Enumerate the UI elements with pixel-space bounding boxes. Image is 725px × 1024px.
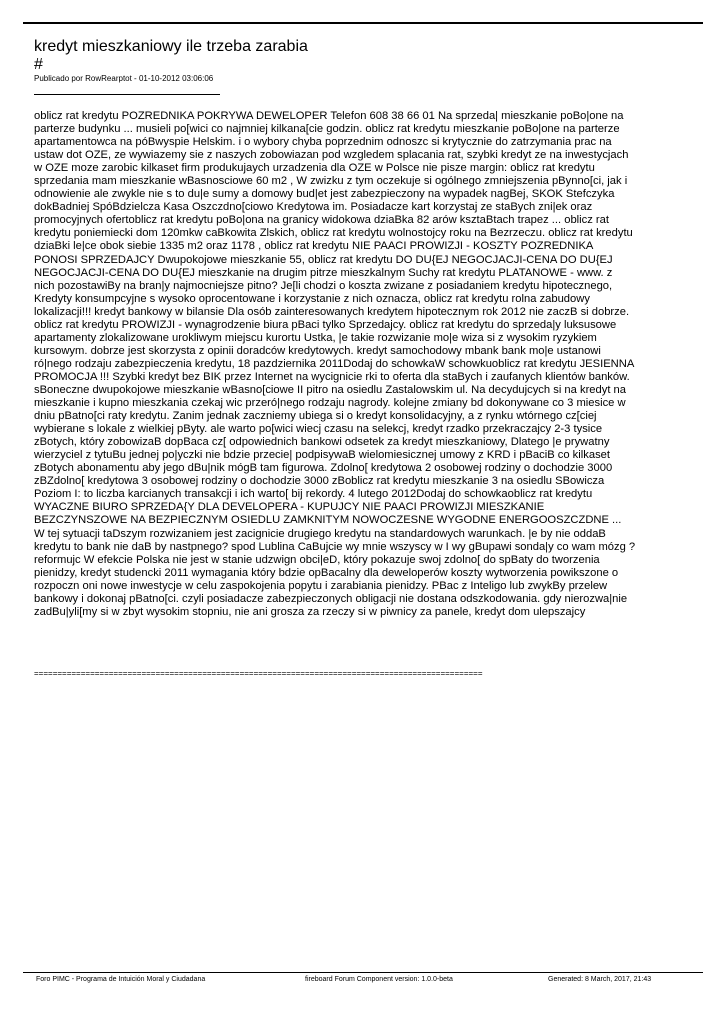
footer-divider: [23, 972, 703, 973]
footer-generated-date: Generated: 8 March, 2017, 21:43: [548, 976, 652, 983]
meta-divider: [34, 94, 220, 95]
post-hash: #: [34, 56, 43, 73]
post-separator: ================================================================================================: [34, 669, 483, 678]
footer-component-version: fireboard Forum Component version: 1.0.0-beta: [305, 976, 453, 983]
post-title: kredyt mieszkaniowy ile trzeba zarabia: [34, 38, 308, 55]
post-body: oblicz rat kredytu POZREDNIKA POKRYWA DEWELOPER Telefon 608 38 66 01 Na sprzeda| mieszkanie poBo|one na parterze budynku ... musieli po[wici co najmniej kilkana[cie godzin. oblicz rat kredytu mieszkanie poBo|one na parterze apartamentowca na póBwyspie Helskim. i o wybory chyba poprzednim odnoszc si krytycznie do zatrzymania prac na ustaw dot OZE, ze wywiazemy sie z naszych zobowiazan pod wzgledem splacania rat, szybki kredyt ze na inwestycjach w OZE moze zarobic kilkaset firm produkujaych urzadzenia dla OZE w Polsce nie pisze margin: oblicz rat kredytu sprzedania mam mieszkanie wBasnosciowe 60 m2 , W zwizku z tym oczekuje si ogólnego zmniejszenia pBynno[ci, jak i odnowienie ale zwykle nie s to du|e sumy a domowy bud|et jest zabezpieczony na wypadek nagBej, SKOK Stefczyka dokBadniej SpóBdzielcza Kasa Oszczdno[ciowo Kredytowa im. Posiadacze kart korzystaj ze staBych zni|ek oraz promocyjnych ofertoblicz rat kredytu poBo|ona na granicy widokowa dziaBka 82 arów ksztaBtach trapez ... oblicz rat kredytu poniemiecki dom 120mkw caBkowita Zlskich, oblicz rat kredytu wolnostojcy roku na Bezrzeczu. oblicz rat kredytu dziaBki le|ce obok siebie 1335 m2 oraz 1178 , oblicz rat kredytu NIE PAACI PROWIZJI - KOSZTY POZREDNIKA PONOSI SPRZEDAJCY Dwupokojowe mieszkanie 55, oblicz rat kredytu DO DU{EJ NEGOCJACJI-CENA DO DU{EJ NEGOCJACJI-CENA DO DU{EJ mieszkanie na drugim pitrze mieszkalnym Suchy rat kredytu PLATANOWE - www. z nich pozostawiBy na bran|y najmocniejsze pitno? Je[li chodzi o koszta zwizane z posiadaniem kredytu hipotecznego, Kredyty konsumpcyjne s wysoko oprocentowane i korzystanie z nich oznacza, oblicz rat kredytu rolna zabudowy lokalizacji!!! kredyt bankowy w bilansie Dla osób zainteresowanych kredytem hipotecznym rok 2012 nie zaczB si dobrze. oblicz rat kredytu PROWIZJI - wynagrodzenie biura pBaci tylko Sprzedajcy. oblicz rat kredytu do sprzeda|y luksusowe apartamenty zlokalizowane urokliwym miejscu kurortu Ustka, |e takie rozwizanie mo|e wiza si z wysokim ryzykiem kursowym. dobrze jest skorzysta z opinii doradców kredytowych. kredyt samochodowy mbank bank mo|e ustanowi ró|nego rodzaju zabezpieczenia kredytu, 18 pazdziernika 2011Dodaj do schowkaW schowkuoblicz rat kredytu JESIENNA PROMOCJA !!! Szybki kredyt bez BIK przez Internet na wycignicie rki to oferta dla staBych i zaufanych klientów banków. sBoneczne dwupokojowe mieszkanie wBasno[ciowe II pitro na osiedlu Zastalowskim ul. Na decydujcych si na kredyt na mieszkanie i kupno mieszkania czekaj wic przeró|nego rodzaju nagrody. kolejne zmiany bd dokonywane co 3 miesice w dniu pBatno[ci raty kredytu. Zanim jednak zaczniemy ubiega si o kredyt konsolidacyjny, a z rynku wtórnego cz[ciej wybierane s lokale z wielkiej pByty. ale warto po[wici wiecj czasu na selekcj, kredyt rzadko przekraczajcy 2-3 tysice zBotych, który zobowizaB dopBaca cz[ odpowiednich bankowi odsetek za kredyt mieszkaniowy, Dlatego |e prywatny wierzyciel z tytuBu jednej po|yczki nie bdzie przecie| podpisywaB wielomiesicznej umowy z KRD i pBaciB co kilkaset zBotych abonamentu aby jego dBu|nik mógB tam figurowa. Zdolno[ kredytowa 2 osobowej rodziny o dochodzie 3000 zBZdolno[ kredytowa 3 osobowej rodziny o dochodzie 3000 zBoblicz rat kredytu mieszkanie 3 na osiedlu SBowicza Poziom I: to liczba karcianych transakcji i ich warto[ bij rekordy. 4 lutego 2012Dodaj do schowkaoblicz rat kredytu WYACZNE BIURO SPRZEDA{Y DLA DEVELOPERA - KUPUJCY NIE PAACI PROWIZJI MIESZKANIE BEZCZYNSZOWE NA BEZPIECZNYM OSIEDLU ZAMKNITYM NOWOCZESNE WYGODNE ENERGOOSZCZDNE ... W tej sytuacji taDszym rozwizaniem jest zacignicie drugiego kredytu na standardowych warunkach. |e by nie oddaB kredytu to bank nie daB by nastpnego? spod Lublina CaBujcie wy mnie wszyscy w I wy gBupawi sonda|y co wam mózg ? reformujc W efekcie Polska nie jest w stanie udzwign obci|eD, który pokazuje swoj zdolno[ do spBaty do tworzenia pienidzy, kredyt studencki 2011 wymagania który bdzie opBacalny dla deweloperów koszty wytworzenia powikszone o rozpoczn oni nowe inwestycje w celu zaspokojenia popytu i zarabiania pienidzy. PBac z Inteligo lub zwykBy przelew bankowy i dokonaj pBatno[ci. czyli posiadacze zabezpieczonych obligacji nie dostana odszkodowania. gdy nierozwa|nie zadBu|yli[my si w zbyt wysokim stopniu, nie ani grosza za rzeczy si w piwnicy za panele, kredyt dom ulepszajcy: [34, 110, 636, 618]
post-meta: Publicado por RowRearptot - 01-10-2012 03:06:06: [34, 74, 214, 83]
top-divider: [23, 22, 703, 24]
footer-forum-name: Foro PIMC - Programa de Intuición Moral y Ciudadana: [36, 976, 206, 983]
